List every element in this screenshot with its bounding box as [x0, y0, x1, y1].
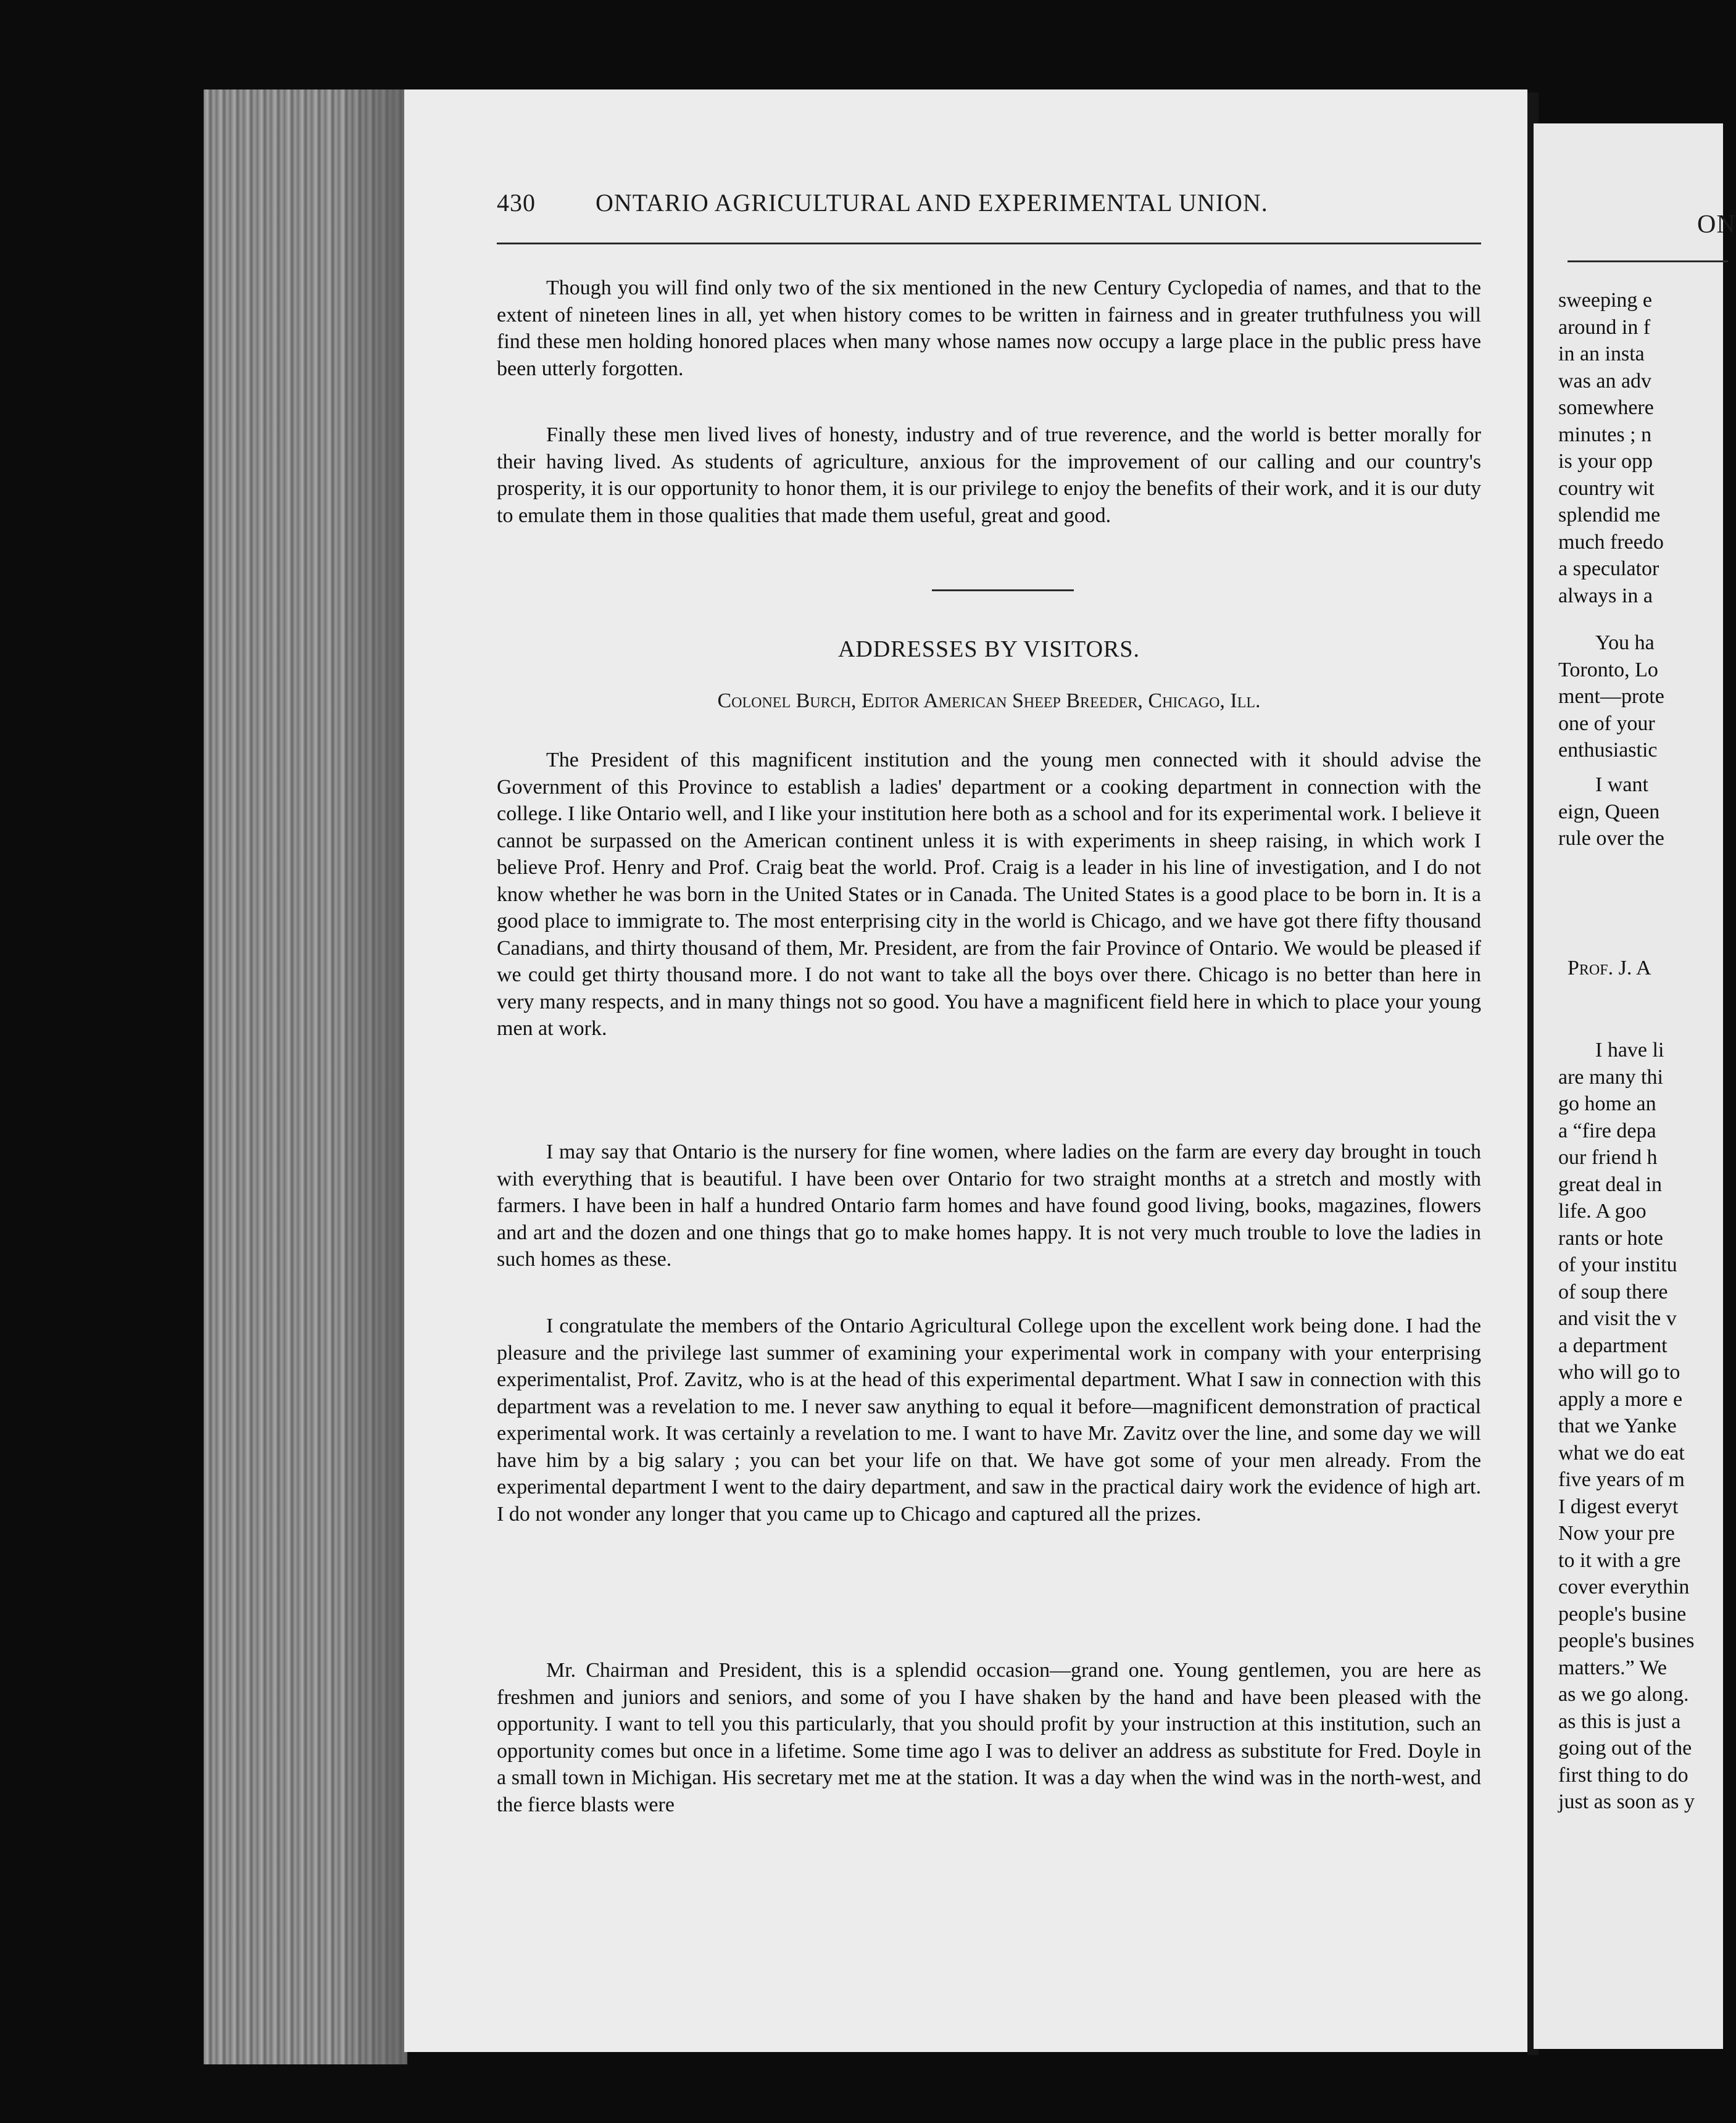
right-page-line: cover everythin: [1558, 1576, 1690, 1598]
right-page-line: I digest everyt: [1558, 1495, 1679, 1518]
paragraph-2: Finally these men lived lives of honesty, industry and of true reverence, and the world is better morally for their having lived. As students of agriculture, anxious for the improvement of our calling and our country's prosperity, it is our opportunity to honor them, it is our privilege to enjoy the benefits of their work, and it is our duty to emulate them in those qualities that made them useful, great and good.: [497, 423, 1481, 527]
body-paragraph-3: I congratulate the members of the Ontario Agricultural College upon the excellent work being done. I had the pleasure and the privilege last summer of examining your experimental work in company with your enterprising experimentalist, Prof. Zavitz, who is at the head of this experimental department. What I saw in connection with this department was a revelation to me. I never saw anything to equal it before—magnificent demonstration of practical experimental work. It was certainly a revelation to me. I want to have Mr. Zavitz over the line, and some day we will have him by a big salary ; you can bet your life on that. We have got some of your men already. From the experimental department I went to the dairy department, and saw in the practical dairy work the evidence of high art. I do not wonder any longer that you came up to Chicago and captured all the prizes.: [497, 1315, 1481, 1526]
right-page-line: to it with a gre: [1558, 1548, 1681, 1572]
right-page-line: five years of m: [1558, 1468, 1685, 1491]
right-page-line: Toronto, Lo: [1558, 658, 1658, 681]
right-page-line: in an insta: [1558, 343, 1645, 365]
right-page: [1534, 123, 1736, 2049]
right-page-line: eign, Queen: [1558, 800, 1660, 823]
right-page-line: of soup there: [1558, 1280, 1668, 1303]
right-page-line: much freedo: [1558, 530, 1664, 554]
right-page-line: a department: [1558, 1334, 1667, 1357]
fore-edge-shadow: [346, 89, 407, 2064]
right-page-line: I want: [1595, 773, 1648, 796]
right-page-line: rants or hote: [1558, 1226, 1663, 1250]
right-header-rule: [1568, 260, 1728, 262]
right-page-line: go home an: [1558, 1092, 1656, 1115]
right-page-line: a speculator: [1558, 557, 1659, 580]
right-page-line: and visit the v: [1558, 1307, 1677, 1330]
right-page-line: Now your pre: [1558, 1522, 1675, 1545]
header-rule: [497, 243, 1481, 244]
right-page-line: ment—prote: [1558, 685, 1664, 708]
body-paragraph-1: The President of this magnificent institution and the young men connected with it should advise the Government of this Province to establish a ladies' department or a cooking department in connection with the college. I like Ontario well, and I like your institution here both as a school and for its experimental work. I believe it cannot be surpassed on the American continent unless it is with experiments in sheep raising, in which work I believe Prof. Henry and Prof. Craig beat the world. Prof. Craig is a leader in his line of investigation, and I do not know whether he was born in the United States or in Canada. The United States is a good place to be born in. It is a good place to immigrate to. The most enterprising city in the world is Chicago, and we have got there fifty thousand Canadians, and thirty thousand of them, Mr. President, are from the fair Province of Ontario. We would be pleased if we could get thirty thousand more. I do not want to take all the boys over there. Chicago is no better than here in very many respects, and in many things not so good. You have a magnificent field here in which to place your young men at work.: [497, 749, 1481, 1040]
right-page-line: is your opp: [1558, 450, 1653, 473]
right-page-line: around in f: [1558, 315, 1651, 339]
right-page-line: of your institu: [1558, 1253, 1677, 1276]
right-page-line: always in a: [1558, 584, 1653, 607]
right-page-line: who will go to: [1558, 1361, 1680, 1384]
right-page-line: I have li: [1595, 1039, 1664, 1062]
right-page-line: as we go along.: [1558, 1683, 1689, 1706]
right-page-line: our friend h: [1558, 1146, 1658, 1169]
right-page-line: people's busine: [1558, 1602, 1687, 1626]
right-page-line: a “fire depa: [1558, 1119, 1656, 1142]
right-page-line: life. A goo: [1558, 1200, 1647, 1223]
right-page-line: was an adv: [1558, 369, 1652, 393]
right-page-line: sweeping e: [1558, 289, 1653, 312]
right-page-line: minutes ; n: [1558, 423, 1652, 446]
right-page-line: that we Yanke: [1558, 1415, 1677, 1437]
page-number: 430: [497, 189, 536, 217]
right-page-line: somewhere: [1558, 396, 1654, 419]
right-speaker-byline: Prof. J. A: [1568, 957, 1651, 979]
running-title: ONTARIO AGRICULTURAL AND EXPERIMENTAL UNION.: [596, 189, 1268, 217]
section-title: ADDRESSES BY VISITORS.: [837, 636, 1140, 662]
right-page-line: country wit: [1558, 476, 1655, 500]
body-paragraph-4: Mr. Chairman and President, this is a splendid occasion—grand one. Young gentlemen, you are here as freshmen and juniors and seniors, and some of you I have shaken by the hand and have been pleased with the opportunity. I want to tell you this particularly, that you should profit by your instruction at this institution, such an opportunity comes but once in a lifetime. Some time ago I was to deliver an address as substitute for Fred. Doyle in a small town in Michigan. His secretary met me at the station. It was a day when the wind was in the north-west, and the fierce blasts were: [497, 1659, 1481, 1816]
left-page: [404, 89, 1527, 2052]
right-page-line: just as soon as y: [1558, 1790, 1695, 1813]
right-page-line: what we do eat: [1558, 1441, 1685, 1464]
right-page-line: people's busines: [1558, 1629, 1695, 1652]
right-page-line: rule over the: [1558, 827, 1664, 850]
section-separator: [932, 589, 1074, 591]
speaker-byline: Colonel Burch, Editor American Sheep Breeder, Chicago, Ill.: [717, 689, 1261, 712]
body-paragraph-2: I may say that Ontario is the nursery for fine women, where ladies on the farm are every day brought in touch with everything that is beautiful. I have been over Ontario for two straight months at a stretch and mostly with farmers. I have been in half a hundred Ontario farm homes and have found good living, books, magazines, flowers and art and the dozen and one things that go to make homes happy. It is not very much trouble to love the ladies in such homes as these.: [497, 1140, 1481, 1271]
paragraph-1: Though you will find only two of the six mentioned in the new Century Cyclopedia of names, and that to the extent of nineteen lines in all, yet when history comes to be written in fairness and in greater truthfulness you will find these men holding honored places when many whose names now occupy a large place in the public press have been utterly forgotten.: [497, 276, 1481, 380]
running-header: [497, 188, 1484, 225]
right-page-line: apply a more e: [1558, 1387, 1683, 1411]
right-page-line: great deal in: [1558, 1173, 1663, 1196]
right-page-line: going out of the: [1558, 1737, 1692, 1759]
right-page-line: splendid me: [1558, 504, 1661, 526]
right-page-line: first thing to do: [1558, 1763, 1688, 1787]
right-running-title: ON: [1697, 210, 1736, 239]
right-page-line: matters.” We: [1558, 1656, 1667, 1679]
right-page-line: enthusiastic: [1558, 739, 1658, 762]
right-page-line: You ha: [1595, 631, 1655, 654]
right-page-line: are many thi: [1558, 1065, 1663, 1089]
right-page-line: as this is just a: [1558, 1710, 1681, 1733]
right-page-line: one of your: [1558, 712, 1655, 735]
